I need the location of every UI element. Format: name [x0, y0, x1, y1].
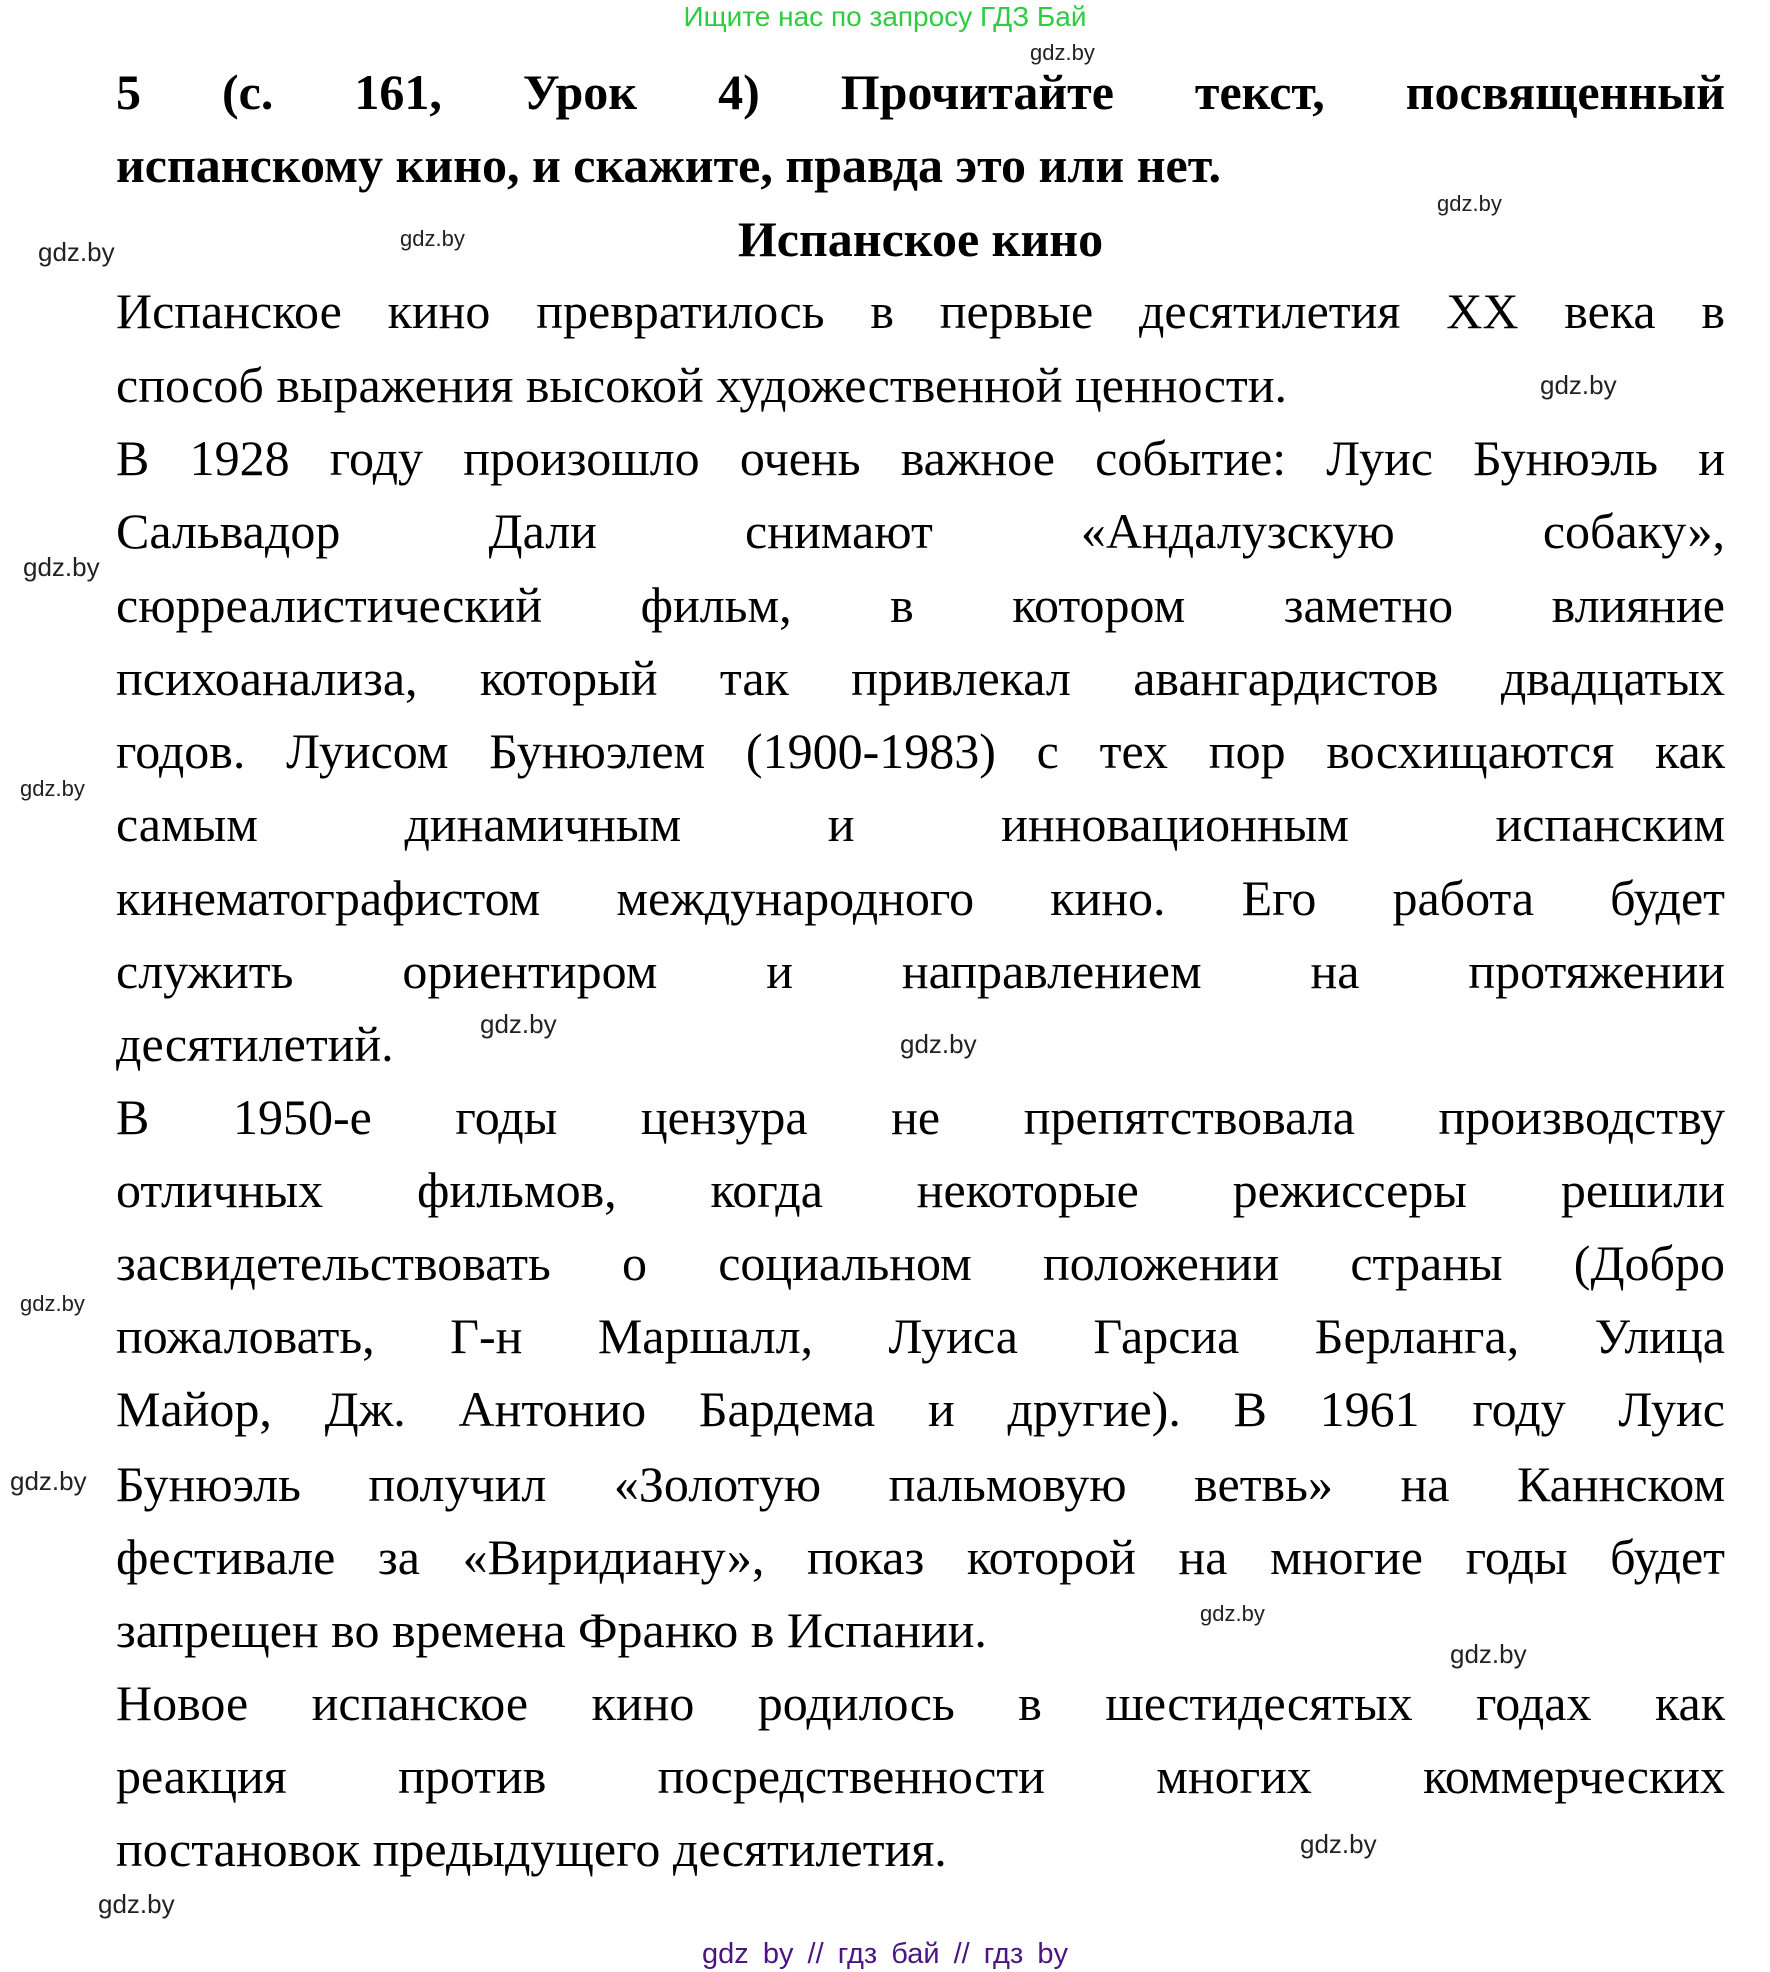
watermark: gdz.by: [1030, 40, 1095, 65]
article-line: постановок предыдущего десятилетия.: [116, 1821, 947, 1877]
footer-links: gdz by // гдз бай // гдз by: [702, 1938, 1068, 1970]
article-line: Новое испанское кино родилось в шестидесятых годах как: [116, 1675, 1725, 1731]
task-line: испанскому кино, и скажите, правда это или нет.: [116, 137, 1222, 193]
article-title: Испанское кино: [737, 211, 1104, 267]
watermark: gdz.by: [900, 1029, 977, 1059]
watermark: gdz.by: [1200, 1601, 1265, 1626]
watermark: gdz.by: [1437, 191, 1502, 216]
article-line: засвидетельствовать о социальном положении страны (Добро: [116, 1235, 1725, 1291]
article-line: Майор, Дж. Антонио Бардема и другие). В 1961 году Луис: [116, 1381, 1725, 1437]
article-line: пожаловать, Г-н Маршалл, Луиса Гарсиа Берланга, Улица: [116, 1308, 1725, 1364]
watermark: gdz.by: [98, 1889, 175, 1919]
article-line: Бунюэль получил «Золотую пальмовую ветвь» на Каннском: [116, 1456, 1725, 1512]
article-line: годов. Луисом Бунюэлем (1900-1983) с тех пор восхищаются как: [116, 723, 1725, 779]
article-line: реакция против посредственности многих коммерческих: [116, 1748, 1725, 1804]
task-line: 5 (с. 161, Урок 4) Прочитайте текст, посвященный: [116, 64, 1725, 120]
watermark: gdz.by: [38, 237, 115, 267]
watermark: gdz.by: [20, 1291, 85, 1316]
article-line: кинематографистом международного кино. Его работа будет: [116, 870, 1725, 926]
watermark: gdz.by: [20, 776, 85, 801]
watermark: gdz.by: [1300, 1829, 1377, 1859]
article-line: отличных фильмов, когда некоторые режиссеры решили: [116, 1162, 1725, 1218]
watermark: gdz.by: [400, 226, 465, 251]
article-line: В 1950-е годы цензура не препятствовала производству: [116, 1089, 1725, 1145]
article-line: самым динамичным и инновационным испанским: [116, 796, 1725, 852]
article-line: психоанализа, который так привлекал авангардистов двадцатых: [116, 650, 1725, 706]
search-banner: Ищите нас по запросу ГДЗ Бай: [683, 1, 1087, 32]
watermark: gdz.by: [1450, 1639, 1527, 1669]
article-line: служить ориентиром и направлением на протяжении: [116, 943, 1725, 999]
article-line: Испанское кино превратилось в первые десятилетия XX века в: [116, 283, 1725, 339]
article-line: десятилетий.: [116, 1016, 394, 1072]
watermark: gdz.by: [1540, 370, 1617, 400]
article-line: способ выражения высокой художественной ценности.: [116, 357, 1288, 413]
article-line: Сальвадор Дали снимают «Андалузскую собаку»,: [116, 503, 1725, 559]
article-line: сюрреалистический фильм, в котором заметно влияние: [116, 577, 1725, 633]
watermark: gdz.by: [23, 552, 100, 582]
article-line: В 1928 году произошло очень важное событие: Луис Бунюэль и: [116, 430, 1725, 486]
watermark: gdz.by: [480, 1009, 557, 1039]
article-line: запрещен во времена Франко в Испании.: [116, 1602, 987, 1658]
article-line: фестивале за «Виридиану», показ которой на многие годы будет: [116, 1529, 1725, 1585]
watermark: gdz.by: [10, 1466, 87, 1496]
